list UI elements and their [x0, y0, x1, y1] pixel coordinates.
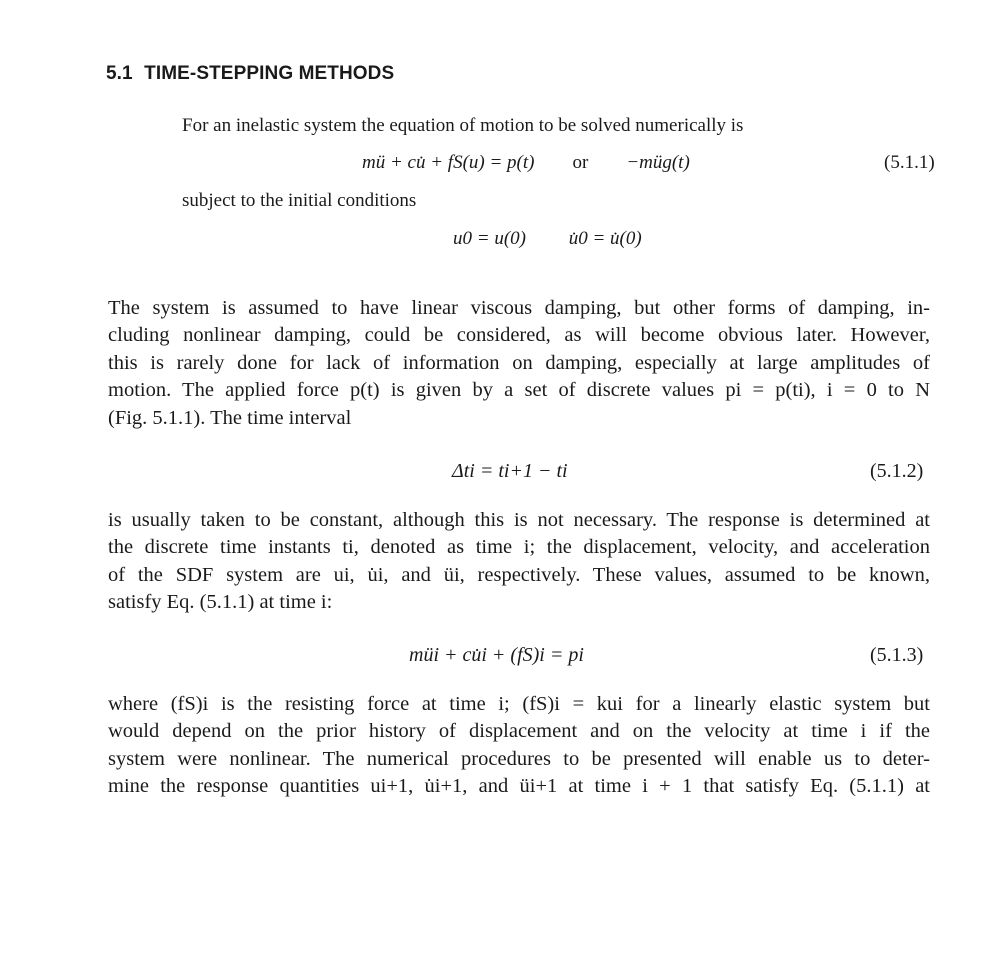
section-number: 5.1 — [106, 63, 133, 84]
equation-5-1-3 — [409, 643, 584, 667]
initial-velocity: u̇0 = u̇(0) — [568, 228, 642, 249]
equation-5-1-3-number: (5.1.3) — [870, 644, 924, 666]
paragraph-2-line: of the SDF system are ui, u̇i, and üi, respectively. These values, assumed to be known, — [108, 563, 930, 586]
equation-5-1-2-text: Δti = ti+1 − ti — [452, 460, 568, 482]
initial-conditions-equation — [453, 227, 642, 251]
paragraph-2-line: is usually taken to be constant, although this is not necessary. The response is determined at — [108, 509, 930, 531]
section-title: TIME-STEPPING METHODS — [144, 63, 395, 84]
paragraph-2-line: satisfy Eq. (5.1.1) at time i: — [108, 591, 333, 614]
paragraph-2-line: the discrete time instants ti, denoted as time i; the displacement, velocity, and acceleration — [108, 536, 930, 559]
paragraph-3 — [108, 691, 930, 801]
initial-displacement: u0 = u(0) — [453, 228, 526, 249]
paragraph-1-line: cluding nonlinear damping, could be considered, as will become obvious later. However, — [108, 324, 930, 347]
equation-5-1-1-alt: −müg(t) — [626, 152, 690, 173]
paragraph-3-line: mine the response quantities ui+1, u̇i+1, and üi+1 at time i + 1 that satisfy Eq. (5.1.1) at — [108, 775, 930, 798]
paragraph-3-line: would depend on the prior history of displacement and on the velocity at time i if the — [108, 720, 930, 743]
initial-conditions-text: subject to the initial conditions — [182, 190, 417, 211]
equation-5-1-1-connector: or — [572, 152, 589, 173]
equation-5-1-3-text: müi + cu̇i + (fS)i = pi — [409, 644, 584, 666]
section-heading — [106, 63, 394, 85]
paragraph-3-line: system were nonlinear. The numerical procedures to be presented will enable us to deter- — [108, 747, 930, 770]
paragraph-1 — [108, 295, 930, 432]
paragraph-1-line: this is rarely done for lack of information on damping, especially at large amplitudes of — [108, 351, 930, 374]
equation-5-1-1-lhs: mü + cu̇ + fS(u) = p(t) — [362, 152, 535, 173]
paragraph-2 — [108, 507, 930, 617]
intro-text: For an inelastic system the equation of motion to be solved numerically is — [182, 115, 744, 136]
paragraph-1-line: The system is assumed to have linear viscous damping, but other forms of damping, in- — [108, 297, 930, 319]
equation-5-1-1-number: (5.1.1) — [884, 152, 935, 173]
paragraph-3-line: where (fS)i is the resisting force at time i; (fS)i = kui for a linearly elastic system but — [108, 693, 930, 715]
equation-5-1-2-number: (5.1.2) — [870, 460, 924, 482]
equation-5-1-1 — [362, 151, 690, 175]
equation-5-1-2 — [452, 459, 568, 483]
paragraph-1-line: (Fig. 5.1.1). The time interval — [108, 406, 352, 429]
paragraph-1-line: motion. The applied force p(t) is given by a set of discrete values pi = p(ti), i = 0 to N — [108, 379, 930, 402]
